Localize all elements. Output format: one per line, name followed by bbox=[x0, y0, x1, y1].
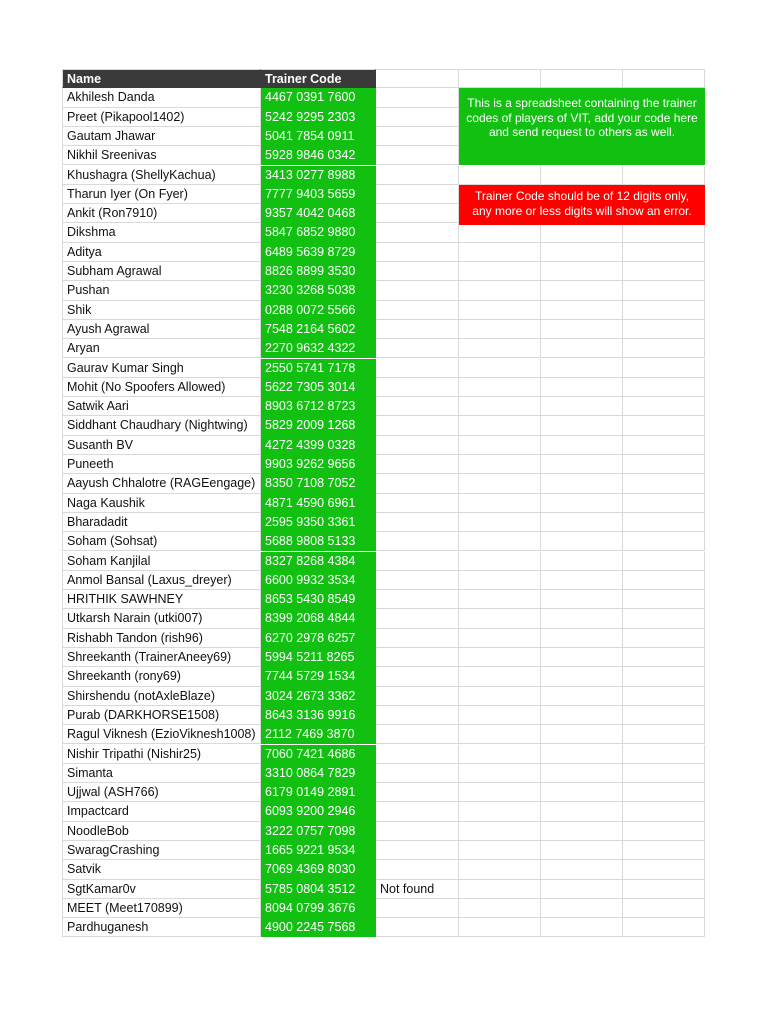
empty-cell[interactable] bbox=[541, 918, 623, 937]
empty-cell[interactable] bbox=[623, 301, 705, 320]
status-cell[interactable] bbox=[376, 108, 459, 127]
status-cell[interactable] bbox=[376, 185, 459, 204]
trainer-code-cell[interactable]: 5688 9808 5133 bbox=[261, 532, 376, 551]
empty-cell[interactable] bbox=[459, 841, 541, 860]
trainer-code-cell[interactable]: 4467 0391 7600 bbox=[261, 88, 376, 107]
status-cell[interactable] bbox=[376, 590, 459, 609]
empty-cell[interactable] bbox=[459, 281, 541, 300]
trainer-code-cell[interactable]: 9903 9262 9656 bbox=[261, 455, 376, 474]
name-cell[interactable]: Ankit (Ron7910) bbox=[62, 204, 261, 223]
empty-cell[interactable] bbox=[541, 474, 623, 493]
name-cell[interactable]: Shreekanth (rony69) bbox=[62, 667, 261, 686]
name-cell[interactable]: Nikhil Sreenivas bbox=[62, 146, 261, 165]
status-cell[interactable] bbox=[376, 262, 459, 281]
empty-cell[interactable] bbox=[541, 301, 623, 320]
trainer-code-cell[interactable]: 6270 2978 6257 bbox=[261, 629, 376, 648]
empty-cell[interactable] bbox=[541, 648, 623, 667]
empty-cell[interactable] bbox=[623, 783, 705, 802]
name-cell[interactable]: SgtKamar0v bbox=[62, 880, 261, 899]
name-cell[interactable]: HRITHIK SAWHNEY bbox=[62, 590, 261, 609]
name-cell[interactable]: MEET (Meet170899) bbox=[62, 899, 261, 918]
empty-cell[interactable] bbox=[623, 262, 705, 281]
name-cell[interactable]: Ayush Agrawal bbox=[62, 320, 261, 339]
empty-cell[interactable] bbox=[459, 725, 541, 744]
empty-cell[interactable] bbox=[623, 455, 705, 474]
empty-cell[interactable] bbox=[623, 474, 705, 493]
name-cell[interactable]: Akhilesh Danda bbox=[62, 88, 261, 107]
empty-cell[interactable] bbox=[541, 860, 623, 879]
name-cell[interactable]: Pardhuganesh bbox=[62, 918, 261, 937]
name-cell[interactable]: Tharun Iyer (On Fyer) bbox=[62, 185, 261, 204]
empty-cell[interactable] bbox=[541, 339, 623, 358]
status-cell[interactable] bbox=[376, 745, 459, 764]
empty-cell[interactable] bbox=[623, 339, 705, 358]
empty-cell[interactable] bbox=[623, 841, 705, 860]
trainer-code-cell[interactable]: 3222 0757 7098 bbox=[261, 822, 376, 841]
empty-cell[interactable] bbox=[541, 281, 623, 300]
empty-cell[interactable] bbox=[623, 918, 705, 937]
empty-cell[interactable] bbox=[541, 416, 623, 435]
trainer-code-cell[interactable]: 6179 0149 2891 bbox=[261, 783, 376, 802]
empty-cell[interactable] bbox=[459, 359, 541, 378]
empty-cell[interactable] bbox=[541, 378, 623, 397]
empty-cell[interactable] bbox=[459, 513, 541, 532]
status-cell[interactable] bbox=[376, 436, 459, 455]
empty-cell[interactable] bbox=[459, 783, 541, 802]
trainer-code-cell[interactable]: 8094 0799 3676 bbox=[261, 899, 376, 918]
status-cell[interactable] bbox=[376, 687, 459, 706]
empty-cell[interactable] bbox=[541, 880, 623, 899]
status-cell[interactable] bbox=[376, 802, 459, 821]
name-cell[interactable]: Purab (DARKHORSE1508) bbox=[62, 706, 261, 725]
trainer-code-cell[interactable]: 3310 0864 7829 bbox=[261, 764, 376, 783]
status-cell[interactable] bbox=[376, 725, 459, 744]
empty-cell[interactable] bbox=[623, 725, 705, 744]
trainer-code-cell[interactable]: 5242 9295 2303 bbox=[261, 108, 376, 127]
status-cell[interactable] bbox=[376, 301, 459, 320]
status-cell[interactable] bbox=[376, 166, 459, 185]
empty-cell[interactable] bbox=[541, 899, 623, 918]
status-cell[interactable] bbox=[376, 571, 459, 590]
empty-cell[interactable] bbox=[376, 69, 459, 88]
name-cell[interactable]: Shik bbox=[62, 301, 261, 320]
empty-cell[interactable] bbox=[623, 166, 705, 185]
trainer-code-cell[interactable]: 4871 4590 6961 bbox=[261, 494, 376, 513]
trainer-code-cell[interactable]: 5994 5211 8265 bbox=[261, 648, 376, 667]
name-cell[interactable]: Simanta bbox=[62, 764, 261, 783]
empty-cell[interactable] bbox=[459, 609, 541, 628]
status-cell[interactable] bbox=[376, 609, 459, 628]
empty-cell[interactable] bbox=[623, 629, 705, 648]
empty-cell[interactable] bbox=[459, 243, 541, 262]
status-cell[interactable] bbox=[376, 552, 459, 571]
status-cell[interactable] bbox=[376, 243, 459, 262]
empty-cell[interactable] bbox=[623, 667, 705, 686]
empty-cell[interactable] bbox=[459, 301, 541, 320]
empty-cell[interactable] bbox=[459, 648, 541, 667]
trainer-code-cell[interactable]: 5785 0804 3512 bbox=[261, 880, 376, 899]
empty-cell[interactable] bbox=[623, 243, 705, 262]
empty-cell[interactable] bbox=[623, 880, 705, 899]
empty-cell[interactable] bbox=[541, 532, 623, 551]
status-cell[interactable] bbox=[376, 667, 459, 686]
empty-cell[interactable] bbox=[541, 841, 623, 860]
empty-cell[interactable] bbox=[541, 262, 623, 281]
empty-cell[interactable] bbox=[459, 378, 541, 397]
empty-cell[interactable] bbox=[459, 899, 541, 918]
empty-cell[interactable] bbox=[459, 706, 541, 725]
empty-cell[interactable] bbox=[541, 667, 623, 686]
status-cell[interactable] bbox=[376, 378, 459, 397]
empty-cell[interactable] bbox=[541, 69, 623, 88]
empty-cell[interactable] bbox=[623, 436, 705, 455]
empty-cell[interactable] bbox=[541, 223, 623, 242]
name-cell[interactable]: Impactcard bbox=[62, 802, 261, 821]
trainer-code-cell[interactable]: 7777 9403 5659 bbox=[261, 185, 376, 204]
status-cell[interactable] bbox=[376, 88, 459, 107]
empty-cell[interactable] bbox=[541, 455, 623, 474]
empty-cell[interactable] bbox=[459, 802, 541, 821]
empty-cell[interactable] bbox=[459, 262, 541, 281]
empty-cell[interactable] bbox=[459, 918, 541, 937]
trainer-code-cell[interactable]: 8653 5430 8549 bbox=[261, 590, 376, 609]
name-cell[interactable]: Anmol Bansal (Laxus_dreyer) bbox=[62, 571, 261, 590]
status-cell[interactable] bbox=[376, 629, 459, 648]
name-cell[interactable]: Siddhant Chaudhary (Nightwing) bbox=[62, 416, 261, 435]
empty-cell[interactable] bbox=[459, 339, 541, 358]
empty-cell[interactable] bbox=[459, 320, 541, 339]
empty-cell[interactable] bbox=[541, 745, 623, 764]
name-cell[interactable]: Mohit (No Spoofers Allowed) bbox=[62, 378, 261, 397]
empty-cell[interactable] bbox=[459, 416, 541, 435]
trainer-code-cell[interactable]: 8903 6712 8723 bbox=[261, 397, 376, 416]
status-cell[interactable] bbox=[376, 918, 459, 937]
trainer-code-cell[interactable]: 5041 7854 0911 bbox=[261, 127, 376, 146]
status-cell[interactable] bbox=[376, 841, 459, 860]
trainer-code-cell[interactable]: 3413 0277 8988 bbox=[261, 166, 376, 185]
name-cell[interactable]: Shirshendu (notAxleBlaze) bbox=[62, 687, 261, 706]
status-cell[interactable] bbox=[376, 339, 459, 358]
name-cell[interactable]: Satwik Aari bbox=[62, 397, 261, 416]
empty-cell[interactable] bbox=[623, 802, 705, 821]
empty-cell[interactable] bbox=[459, 397, 541, 416]
empty-cell[interactable] bbox=[541, 359, 623, 378]
status-cell[interactable] bbox=[376, 127, 459, 146]
empty-cell[interactable] bbox=[459, 590, 541, 609]
name-cell[interactable]: Shreekanth (TrainerAneey69) bbox=[62, 648, 261, 667]
empty-cell[interactable] bbox=[459, 860, 541, 879]
info-note: This is a spreadsheet containing the trainer codes of players of VIT, add your code here and send request to others as well. bbox=[459, 88, 705, 165]
name-cell[interactable]: Susanth BV bbox=[62, 436, 261, 455]
empty-cell[interactable] bbox=[459, 880, 541, 899]
name-cell[interactable]: Rishabh Tandon (rish96) bbox=[62, 629, 261, 648]
status-cell[interactable] bbox=[376, 474, 459, 493]
name-cell[interactable]: Pushan bbox=[62, 281, 261, 300]
empty-cell[interactable] bbox=[541, 783, 623, 802]
empty-cell[interactable] bbox=[541, 822, 623, 841]
empty-cell[interactable] bbox=[459, 571, 541, 590]
empty-cell[interactable] bbox=[623, 513, 705, 532]
empty-cell[interactable] bbox=[623, 359, 705, 378]
trainer-code-cell[interactable]: 3024 2673 3362 bbox=[261, 687, 376, 706]
name-cell[interactable]: Khushagra (ShellyKachua) bbox=[62, 166, 261, 185]
trainer-code-cell[interactable]: 2112 7469 3870 bbox=[261, 725, 376, 744]
empty-cell[interactable] bbox=[623, 281, 705, 300]
empty-cell[interactable] bbox=[623, 416, 705, 435]
status-cell[interactable] bbox=[376, 146, 459, 165]
empty-cell[interactable] bbox=[623, 860, 705, 879]
name-cell[interactable]: Bharadadit bbox=[62, 513, 261, 532]
status-cell[interactable] bbox=[376, 455, 459, 474]
empty-cell[interactable] bbox=[541, 725, 623, 744]
trainer-code-cell[interactable]: 7548 2164 5602 bbox=[261, 320, 376, 339]
trainer-code-cell[interactable]: 8826 8899 3530 bbox=[261, 262, 376, 281]
status-cell[interactable] bbox=[376, 223, 459, 242]
status-cell[interactable]: Not found bbox=[376, 880, 459, 899]
empty-cell[interactable] bbox=[459, 822, 541, 841]
empty-cell[interactable] bbox=[541, 802, 623, 821]
empty-cell[interactable] bbox=[541, 513, 623, 532]
empty-cell[interactable] bbox=[541, 436, 623, 455]
warning-note: Trainer Code should be of 12 digits only, any more or less digits will show an error. bbox=[459, 185, 705, 225]
empty-cell[interactable] bbox=[459, 629, 541, 648]
trainer-code-cell[interactable]: 6600 9932 3534 bbox=[261, 571, 376, 590]
name-cell[interactable]: Aayush Chhalotre (RAGEengage) bbox=[62, 474, 261, 493]
empty-cell[interactable] bbox=[459, 745, 541, 764]
status-cell[interactable] bbox=[376, 494, 459, 513]
status-cell[interactable] bbox=[376, 281, 459, 300]
name-cell[interactable]: SwaragCrashing bbox=[62, 841, 261, 860]
status-cell[interactable] bbox=[376, 397, 459, 416]
empty-cell[interactable] bbox=[623, 899, 705, 918]
name-cell[interactable]: Ragul Viknesh (EzioViknesh1008) bbox=[62, 725, 261, 744]
status-cell[interactable] bbox=[376, 416, 459, 435]
trainer-code-cell[interactable]: 1665 9221 9534 bbox=[261, 841, 376, 860]
empty-cell[interactable] bbox=[623, 687, 705, 706]
empty-cell[interactable] bbox=[623, 378, 705, 397]
empty-cell[interactable] bbox=[459, 532, 541, 551]
status-cell[interactable] bbox=[376, 764, 459, 783]
empty-cell[interactable] bbox=[541, 243, 623, 262]
empty-cell[interactable] bbox=[541, 494, 623, 513]
trainer-code-cell[interactable]: 5622 7305 3014 bbox=[261, 378, 376, 397]
empty-cell[interactable] bbox=[623, 822, 705, 841]
empty-cell[interactable] bbox=[541, 687, 623, 706]
empty-cell[interactable] bbox=[459, 764, 541, 783]
empty-cell[interactable] bbox=[459, 223, 541, 242]
empty-cell[interactable] bbox=[623, 494, 705, 513]
name-cell[interactable]: Gaurav Kumar Singh bbox=[62, 359, 261, 378]
status-cell[interactable] bbox=[376, 899, 459, 918]
empty-cell[interactable] bbox=[623, 223, 705, 242]
empty-cell[interactable] bbox=[459, 436, 541, 455]
name-cell[interactable]: Dikshma bbox=[62, 223, 261, 242]
name-cell[interactable]: Gautam Jhawar bbox=[62, 127, 261, 146]
trainer-code-cell[interactable]: 7069 4369 8030 bbox=[261, 860, 376, 879]
trainer-code-cell[interactable]: 9357 4042 0468 bbox=[261, 204, 376, 223]
empty-cell[interactable] bbox=[541, 166, 623, 185]
empty-cell[interactable] bbox=[459, 687, 541, 706]
empty-cell[interactable] bbox=[541, 571, 623, 590]
name-cell[interactable]: Utkarsh Narain (utki007) bbox=[62, 609, 261, 628]
status-cell[interactable] bbox=[376, 532, 459, 551]
empty-cell[interactable] bbox=[459, 474, 541, 493]
name-cell[interactable]: Nishir Tripathi (Nishir25) bbox=[62, 745, 261, 764]
status-cell[interactable] bbox=[376, 822, 459, 841]
empty-cell[interactable] bbox=[459, 667, 541, 686]
name-cell[interactable]: Satvik bbox=[62, 860, 261, 879]
status-cell[interactable] bbox=[376, 320, 459, 339]
name-cell[interactable]: Soham (Sohsat) bbox=[62, 532, 261, 551]
trainer-code-cell[interactable]: 5847 6852 9880 bbox=[261, 223, 376, 242]
trainer-code-cell[interactable]: 7060 7421 4686 bbox=[261, 745, 376, 764]
name-cell[interactable]: Aditya bbox=[62, 243, 261, 262]
status-cell[interactable] bbox=[376, 648, 459, 667]
empty-cell[interactable] bbox=[541, 764, 623, 783]
empty-cell[interactable] bbox=[459, 552, 541, 571]
empty-cell[interactable] bbox=[623, 609, 705, 628]
trainer-code-cell[interactable]: 5928 9846 0342 bbox=[261, 146, 376, 165]
status-cell[interactable] bbox=[376, 706, 459, 725]
empty-cell[interactable] bbox=[623, 397, 705, 416]
trainer-code-cell[interactable]: 4900 2245 7568 bbox=[261, 918, 376, 937]
trainer-code-cell[interactable]: 7744 5729 1534 bbox=[261, 667, 376, 686]
name-cell[interactable]: NoodleBob bbox=[62, 822, 261, 841]
empty-cell[interactable] bbox=[623, 590, 705, 609]
empty-cell[interactable] bbox=[459, 455, 541, 474]
name-cell[interactable]: Puneeth bbox=[62, 455, 261, 474]
empty-cell[interactable] bbox=[541, 397, 623, 416]
empty-cell[interactable] bbox=[623, 571, 705, 590]
empty-cell[interactable] bbox=[541, 609, 623, 628]
header-name[interactable]: Name bbox=[62, 69, 261, 88]
name-cell[interactable]: Subham Agrawal bbox=[62, 262, 261, 281]
status-cell[interactable] bbox=[376, 783, 459, 802]
trainer-code-cell[interactable]: 2270 9632 4322 bbox=[261, 339, 376, 358]
trainer-code-cell[interactable]: 6489 5639 8729 bbox=[261, 243, 376, 262]
trainer-code-cell[interactable]: 8327 8268 4384 bbox=[261, 552, 376, 571]
empty-cell[interactable] bbox=[623, 764, 705, 783]
empty-cell[interactable] bbox=[459, 494, 541, 513]
name-cell[interactable]: Preet (Pikapool1402) bbox=[62, 108, 261, 127]
name-cell[interactable]: Soham Kanjilal bbox=[62, 552, 261, 571]
status-cell[interactable] bbox=[376, 860, 459, 879]
status-cell[interactable] bbox=[376, 513, 459, 532]
trainer-code-cell[interactable]: 6093 9200 2946 bbox=[261, 802, 376, 821]
empty-cell[interactable] bbox=[623, 320, 705, 339]
name-cell[interactable]: Ujjwal (ASH766) bbox=[62, 783, 261, 802]
empty-cell[interactable] bbox=[623, 552, 705, 571]
status-cell[interactable] bbox=[376, 204, 459, 223]
trainer-code-cell[interactable]: 8399 2068 4844 bbox=[261, 609, 376, 628]
trainer-code-cell[interactable]: 2550 5741 7178 bbox=[261, 359, 376, 378]
empty-cell[interactable] bbox=[623, 532, 705, 551]
trainer-code-cell[interactable]: 4272 4399 0328 bbox=[261, 436, 376, 455]
trainer-code-cell[interactable]: 2595 9350 3361 bbox=[261, 513, 376, 532]
empty-cell[interactable] bbox=[623, 648, 705, 667]
trainer-code-cell[interactable]: 3230 3268 5038 bbox=[261, 281, 376, 300]
empty-cell[interactable] bbox=[541, 629, 623, 648]
trainer-code-cell[interactable]: 0288 0072 5566 bbox=[261, 301, 376, 320]
empty-cell[interactable] bbox=[541, 706, 623, 725]
empty-cell[interactable] bbox=[459, 166, 541, 185]
trainer-code-cell[interactable]: 8643 3136 9916 bbox=[261, 706, 376, 725]
empty-cell[interactable] bbox=[541, 320, 623, 339]
header-trainer-code[interactable]: Trainer Code bbox=[261, 69, 376, 88]
empty-cell[interactable] bbox=[623, 706, 705, 725]
empty-cell[interactable] bbox=[623, 745, 705, 764]
name-cell[interactable]: Naga Kaushik bbox=[62, 494, 261, 513]
empty-cell[interactable] bbox=[459, 69, 541, 88]
trainer-code-cell[interactable]: 5829 2009 1268 bbox=[261, 416, 376, 435]
name-cell[interactable]: Aryan bbox=[62, 339, 261, 358]
status-cell[interactable] bbox=[376, 359, 459, 378]
trainer-code-cell[interactable]: 8350 7108 7052 bbox=[261, 474, 376, 493]
empty-cell[interactable] bbox=[541, 552, 623, 571]
empty-cell[interactable] bbox=[541, 590, 623, 609]
empty-cell[interactable] bbox=[623, 69, 705, 88]
